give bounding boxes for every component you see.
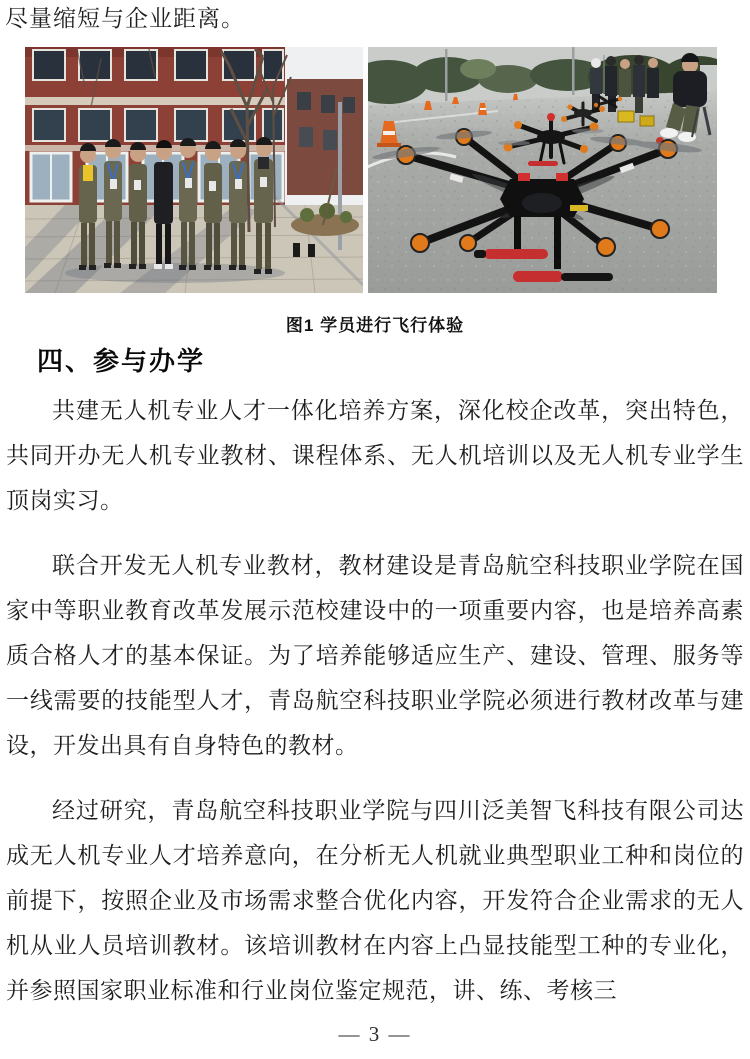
section-heading: 四、参与办学 bbox=[37, 346, 206, 376]
intro-line: 尽量缩短与企业距离。 bbox=[5, 6, 245, 31]
body-paragraph-2: 联合开发无人机专业教材，教材建设是青岛航空科技职业学院在国家中等职业教育改革发展示范校建设中的一项重要内容，也是培养高素质合格人才的基本保证。为了培养能够适应生产、建设、管理、服务等一线需要的技能型人才，青岛航空科技职业学院必须进行教材改革与建设，开发出具有自身特色的教材。 bbox=[6, 553, 744, 758]
body-text bbox=[6, 388, 744, 1033]
figure-caption: 图1 学员进行飞行体验 bbox=[285, 316, 465, 335]
photo-students-group bbox=[25, 47, 363, 293]
body-paragraph-3: 经过研究，青岛航空科技职业学院与四川泛美智飞科技有限公司达成无人机专业人才培养意向，在分析无人机就业典型职业工种和岗位的前提下，按照企业及市场需求整合优化内容，开发符合企业需求的无人机从业人员培训教材。该培训教材在内容上凸显技能型工种的专业化，并参照国家职业标准和行业岗位鉴定规范，讲、练、考核三 bbox=[6, 798, 744, 1003]
figure-photos bbox=[25, 47, 718, 293]
page-number: — 3 — bbox=[338, 1022, 412, 1046]
photo-drones-lineup bbox=[368, 47, 717, 293]
body-paragraph-1: 共建无人机专业人才一体化培养方案，深化校企改革，突出特色，共同开办无人机专业教材、课程体系、无人机培训以及无人机专业学生顶岗实习。 bbox=[6, 398, 744, 513]
